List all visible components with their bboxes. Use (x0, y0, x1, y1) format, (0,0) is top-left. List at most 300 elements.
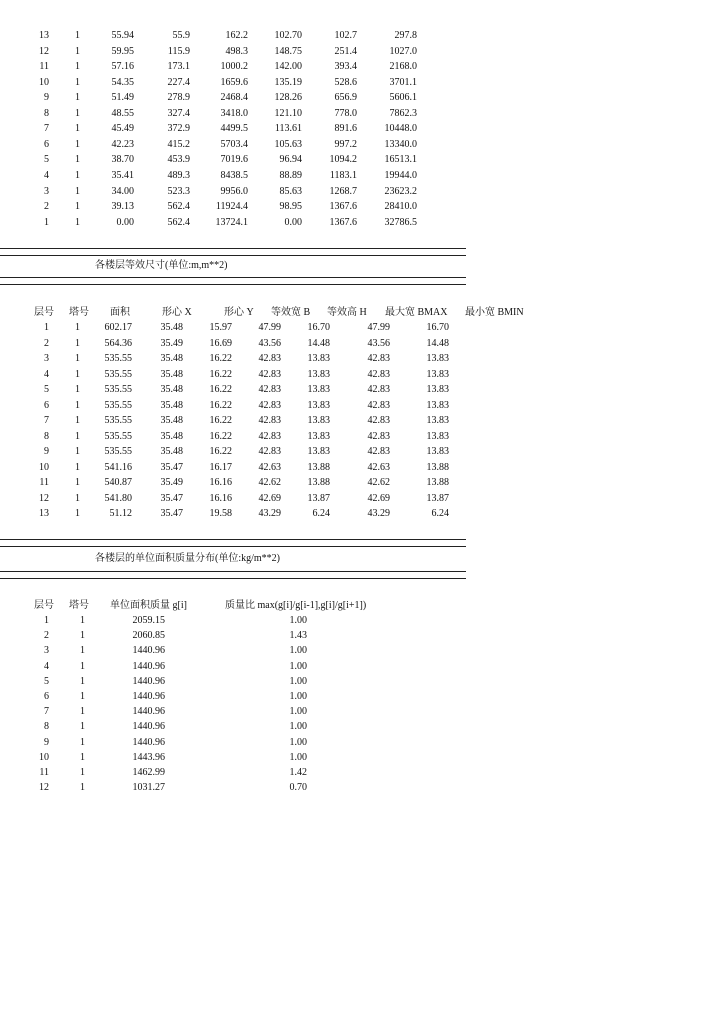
table-cell: 1 (75, 216, 80, 228)
table-cell: 2 (44, 337, 49, 349)
table-row (0, 704, 724, 719)
table-cell: 14.48 (307, 337, 330, 349)
table-cell: 32786.5 (384, 216, 417, 228)
table-cell: 105.63 (274, 138, 302, 150)
table-cell: 7 (44, 706, 49, 718)
table-cell: 1.00 (289, 615, 307, 626)
table-cell: 59.95 (111, 45, 134, 57)
table-cell: 14.48 (426, 337, 449, 349)
table-cell: 128.26 (274, 92, 302, 104)
table-cell: 42.83 (367, 415, 390, 426)
table-cell: 1 (75, 477, 80, 488)
table-row (0, 475, 724, 490)
table-cell: 535.55 (104, 368, 132, 380)
table-cell: 1440.96 (132, 736, 165, 748)
table-cell: 162.2 (225, 30, 248, 41)
table-cell: 113.61 (274, 123, 302, 135)
table-cell: 278.9 (167, 92, 190, 104)
table-cell: 35.48 (160, 399, 183, 411)
table-row (0, 199, 724, 214)
table-row (0, 152, 724, 167)
table-cell: 5 (44, 675, 49, 687)
table-cell: 16.22 (209, 368, 232, 380)
table-cell: 1031.27 (132, 782, 165, 794)
table-cell: 1443.96 (132, 751, 165, 763)
table-cell: 489.3 (167, 169, 190, 181)
table-row (0, 491, 724, 506)
table-cell: 891.6 (334, 123, 357, 135)
table-row (0, 444, 724, 459)
table-cell: 16.22 (209, 430, 232, 442)
table-cell: 1462.99 (132, 767, 165, 778)
table-row (0, 90, 724, 105)
table-cell: 1 (80, 751, 85, 763)
table-cell: 35.48 (160, 353, 183, 364)
table-cell: 42.83 (258, 430, 281, 442)
column-header: 形心 X (162, 307, 192, 318)
table-cell: 8 (44, 430, 49, 442)
table-cell: 1 (75, 76, 80, 88)
table-cell: 42.83 (367, 353, 390, 364)
table-cell: 13.88 (426, 461, 449, 473)
table-cell: 4 (44, 368, 49, 380)
table-cell: 42.83 (258, 446, 281, 457)
table-row (0, 168, 724, 183)
table-cell: 541.80 (104, 492, 132, 504)
table-cell: 16.69 (209, 337, 232, 349)
table-cell: 1659.6 (220, 76, 248, 88)
table-cell: 1 (80, 645, 85, 657)
table-cell: 35.48 (160, 430, 183, 442)
table-cell: 42.62 (367, 477, 390, 488)
table-row (0, 643, 724, 658)
separator-line (0, 539, 466, 547)
table-row (0, 367, 724, 382)
table-cell: 10448.0 (384, 123, 417, 135)
table-cell: 13.83 (426, 368, 449, 380)
separator-line (0, 571, 466, 579)
table-cell: 13.83 (307, 399, 330, 411)
column-header: 层号 (34, 307, 54, 318)
table-cell: 997.2 (334, 138, 357, 150)
table-row (0, 689, 724, 704)
table-cell: 393.4 (334, 61, 357, 73)
table-cell: 4 (44, 169, 49, 181)
table-cell: 1.00 (289, 721, 307, 733)
table-row (0, 351, 724, 366)
table-cell: 3701.1 (389, 76, 417, 88)
table-cell: 564.36 (104, 337, 132, 349)
table-cell: 13.83 (426, 353, 449, 364)
table-cell: 42.62 (258, 477, 281, 488)
table-row (0, 398, 724, 413)
table-cell: 3418.0 (220, 107, 248, 119)
table-cell: 1 (75, 107, 80, 119)
table-cell: 10 (39, 461, 49, 473)
table-cell: 42.83 (258, 384, 281, 395)
table-cell: 35.41 (111, 169, 134, 181)
table-cell: 1 (80, 706, 85, 718)
table-cell: 778.0 (334, 107, 357, 119)
table-cell: 1 (75, 353, 80, 364)
table-cell: 1 (80, 615, 85, 626)
column-header: 塔号 (69, 600, 89, 611)
table-cell: 1 (44, 615, 49, 626)
table-cell: 43.29 (367, 508, 390, 519)
table-cell: 5703.4 (220, 138, 248, 150)
table-cell: 55.94 (111, 30, 134, 41)
table-row (0, 184, 724, 199)
table-cell: 1 (75, 461, 80, 473)
table-cell: 13.83 (307, 415, 330, 426)
table-cell: 42.83 (258, 368, 281, 380)
table-cell: 13.83 (426, 399, 449, 411)
table-row (0, 613, 724, 628)
table-cell: 9 (44, 736, 49, 748)
table-cell: 54.35 (111, 76, 134, 88)
table-cell: 1 (75, 446, 80, 457)
table-cell: 7 (44, 415, 49, 426)
table-cell: 35.48 (160, 415, 183, 426)
table-row (0, 780, 724, 795)
table-cell: 1.00 (289, 675, 307, 687)
table-cell: 1 (80, 630, 85, 642)
table-row (0, 75, 724, 90)
table-cell: 1367.6 (329, 216, 357, 228)
table-cell: 13.83 (307, 353, 330, 364)
table-cell: 42.69 (367, 492, 390, 504)
table-cell: 1.00 (289, 645, 307, 657)
table-cell: 35.48 (160, 384, 183, 395)
table-cell: 656.9 (334, 92, 357, 104)
table-cell: 13.87 (307, 492, 330, 504)
table-cell: 6.24 (431, 508, 449, 519)
table-cell: 13.88 (426, 477, 449, 488)
table-cell: 19.58 (209, 508, 232, 519)
table-cell: 47.99 (367, 322, 390, 333)
table-cell: 1 (80, 691, 85, 702)
table-cell: 42.23 (111, 138, 134, 150)
table-cell: 13724.1 (215, 216, 248, 228)
table-cell: 1 (75, 508, 80, 519)
table-cell: 1367.6 (329, 201, 357, 213)
table-cell: 13.83 (307, 430, 330, 442)
table-cell: 96.94 (279, 154, 302, 166)
table-cell: 98.95 (279, 201, 302, 213)
table-cell: 1 (75, 30, 80, 41)
table-cell: 9956.0 (220, 185, 248, 197)
table-cell: 42.83 (367, 430, 390, 442)
separator-line (0, 248, 466, 256)
table-cell: 415.2 (167, 138, 190, 150)
table-cell: 1 (44, 322, 49, 333)
column-header: 质量比 max(g[i]/g[i-1],g[i]/g[i+1]) (225, 600, 367, 611)
table-cell: 1 (80, 736, 85, 748)
table-cell: 1 (44, 216, 49, 228)
table-cell: 1000.2 (220, 61, 248, 73)
table-cell: 1 (75, 415, 80, 426)
table-cell: 47.99 (258, 322, 281, 333)
table-cell: 562.4 (167, 201, 190, 213)
table-cell: 1 (75, 430, 80, 442)
table-cell: 372.9 (167, 123, 190, 135)
table-row (0, 750, 724, 765)
table-cell: 13.83 (307, 446, 330, 457)
table-cell: 1 (75, 368, 80, 380)
table-row (0, 719, 724, 734)
table-cell: 523.3 (167, 185, 190, 197)
table-cell: 1 (80, 721, 85, 733)
table-cell: 11 (39, 477, 49, 488)
table-cell: 12 (39, 782, 49, 794)
table-cell: 535.55 (104, 384, 132, 395)
table-cell: 2 (44, 201, 49, 213)
table-cell: 42.69 (258, 492, 281, 504)
table-cell: 4 (44, 660, 49, 672)
table-cell: 2468.4 (220, 92, 248, 104)
table-cell: 0.00 (116, 216, 134, 228)
column-header: 塔号 (69, 307, 89, 318)
table-cell: 42.83 (258, 353, 281, 364)
table-row (0, 320, 724, 335)
column-header: 最小宽 BMIN (465, 307, 524, 318)
table-cell: 88.89 (279, 169, 302, 181)
table-cell: 35.48 (160, 322, 183, 333)
table-cell: 1 (80, 660, 85, 672)
table-row (0, 429, 724, 444)
table-cell: 42.83 (258, 415, 281, 426)
table-cell: 16.70 (426, 322, 449, 333)
table-row (0, 382, 724, 397)
table-cell: 1.00 (289, 691, 307, 702)
table-row (0, 735, 724, 750)
table-cell: 1440.96 (132, 706, 165, 718)
table-cell: 227.4 (167, 76, 190, 88)
table-cell: 8438.5 (220, 169, 248, 181)
table-row (0, 44, 724, 59)
table-cell: 12 (39, 492, 49, 504)
table-cell: 11924.4 (215, 201, 248, 213)
table-cell: 13.83 (307, 368, 330, 380)
table-cell: 13 (39, 508, 49, 519)
table-cell: 51.49 (111, 92, 134, 104)
table-cell: 28410.0 (384, 201, 417, 213)
table-cell: 9 (44, 446, 49, 457)
table-cell: 1.00 (289, 660, 307, 672)
table-cell: 42.83 (367, 399, 390, 411)
table-cell: 13.83 (307, 384, 330, 395)
table-cell: 115.9 (167, 45, 190, 57)
table-row (0, 59, 724, 74)
table-cell: 0.00 (284, 216, 302, 228)
table-cell: 34.00 (111, 185, 134, 197)
table-cell: 102.70 (274, 30, 302, 41)
table-cell: 1440.96 (132, 691, 165, 702)
table-cell: 1094.2 (329, 154, 357, 166)
table-cell: 1440.96 (132, 721, 165, 733)
column-header: 等效宽 B (271, 307, 311, 318)
table-row (0, 506, 724, 521)
table-row (0, 137, 724, 152)
table-cell: 1183.1 (329, 169, 357, 181)
table-cell: 1 (75, 138, 80, 150)
table-cell: 251.4 (334, 45, 357, 57)
table-cell: 13.83 (426, 384, 449, 395)
table-cell: 16.16 (209, 492, 232, 504)
table-cell: 1 (75, 492, 80, 504)
table-cell: 142.00 (274, 61, 302, 73)
table-cell: 42.63 (258, 461, 281, 473)
table-cell: 16.70 (307, 322, 330, 333)
table-cell: 3 (44, 185, 49, 197)
table-cell: 1 (80, 767, 85, 778)
table-row (0, 659, 724, 674)
table-cell: 13 (39, 30, 49, 41)
table-cell: 1 (75, 45, 80, 57)
table-cell: 45.49 (111, 123, 134, 135)
table-row (0, 674, 724, 689)
table-cell: 16.17 (209, 461, 232, 473)
table-cell: 1 (75, 399, 80, 411)
table-cell: 3 (44, 645, 49, 657)
table-cell: 1 (75, 123, 80, 135)
table-cell: 11 (39, 767, 49, 778)
table-cell: 297.8 (394, 30, 417, 41)
table-cell: 327.4 (167, 107, 190, 119)
table-cell: 42.83 (367, 384, 390, 395)
table-cell: 16.22 (209, 415, 232, 426)
table-cell: 35.48 (160, 446, 183, 457)
table-cell: 11 (39, 61, 49, 73)
table-cell: 1027.0 (389, 45, 417, 57)
table-cell: 15.97 (209, 322, 232, 333)
table-cell: 10 (39, 751, 49, 763)
table-cell: 535.55 (104, 430, 132, 442)
table-cell: 453.9 (167, 154, 190, 166)
table-cell: 42.83 (258, 399, 281, 411)
table-cell: 16513.1 (384, 154, 417, 166)
table-row (0, 628, 724, 643)
table-cell: 35.49 (160, 477, 183, 488)
table-cell: 2060.85 (132, 630, 165, 642)
table-row (0, 413, 724, 428)
table-cell: 1 (75, 154, 80, 166)
table-cell: 13340.0 (384, 138, 417, 150)
table-cell: 6 (44, 691, 49, 702)
table-cell: 541.16 (104, 461, 132, 473)
table-cell: 4499.5 (220, 123, 248, 135)
table-cell: 5 (44, 154, 49, 166)
table-cell: 57.16 (111, 61, 134, 73)
table-cell: 9 (44, 92, 49, 104)
table-cell: 3 (44, 353, 49, 364)
table-cell: 43.56 (258, 337, 281, 349)
table-cell: 0.70 (289, 782, 307, 794)
table-cell: 1 (75, 169, 80, 181)
section2-title: 各楼层等效尺寸(单位:m,m**2) (95, 260, 228, 271)
table-cell: 8 (44, 721, 49, 733)
table-cell: 1 (80, 782, 85, 794)
table-cell: 35.48 (160, 368, 183, 380)
table-cell: 38.70 (111, 154, 134, 166)
table-cell: 6 (44, 399, 49, 411)
table-cell: 39.13 (111, 201, 134, 213)
table-cell: 1 (80, 675, 85, 687)
table-cell: 43.56 (367, 337, 390, 349)
table-cell: 7019.6 (220, 154, 248, 166)
table-row (0, 765, 724, 780)
section3-title: 各楼层的单位面积质量分布(单位:kg/m**2) (95, 553, 280, 564)
separator-line (0, 277, 466, 285)
table-cell: 1 (75, 322, 80, 333)
table-cell: 13.83 (426, 430, 449, 442)
table-cell: 35.47 (160, 508, 183, 519)
table-cell: 16.16 (209, 477, 232, 488)
table-cell: 1 (75, 384, 80, 395)
table-cell: 10 (39, 76, 49, 88)
table-cell: 1.00 (289, 706, 307, 718)
table-cell: 173.1 (167, 61, 190, 73)
table-cell: 42.83 (367, 368, 390, 380)
table-cell: 540.87 (104, 477, 132, 488)
table-cell: 135.19 (274, 76, 302, 88)
table-cell: 1 (75, 337, 80, 349)
table-cell: 16.22 (209, 446, 232, 457)
table-cell: 1 (75, 185, 80, 197)
table-cell: 7862.3 (389, 107, 417, 119)
table-cell: 16.22 (209, 384, 232, 395)
table-cell: 2168.0 (389, 61, 417, 73)
table-cell: 1.42 (289, 767, 307, 778)
table-cell: 1 (75, 61, 80, 73)
table-cell: 16.22 (209, 399, 232, 411)
table-cell: 42.63 (367, 461, 390, 473)
column-header: 等效高 H (327, 307, 367, 318)
table-cell: 148.75 (274, 45, 302, 57)
table-cell: 1.00 (289, 751, 307, 763)
table-row (0, 28, 724, 43)
table-cell: 535.55 (104, 353, 132, 364)
table-cell: 2059.15 (132, 615, 165, 626)
table-cell: 8 (44, 107, 49, 119)
column-header: 最大宽 BMAX (385, 307, 448, 318)
table-cell: 35.47 (160, 492, 183, 504)
table-cell: 35.49 (160, 337, 183, 349)
table-cell: 1 (75, 92, 80, 104)
table-cell: 562.4 (167, 216, 190, 228)
table-cell: 5606.1 (389, 92, 417, 104)
table-cell: 13.87 (426, 492, 449, 504)
table-cell: 7 (44, 123, 49, 135)
table-cell: 121.10 (274, 107, 302, 119)
table-cell: 6 (44, 138, 49, 150)
table-cell: 602.17 (104, 322, 132, 333)
table-header-row (0, 598, 724, 613)
table-cell: 535.55 (104, 415, 132, 426)
table-cell: 6.24 (312, 508, 330, 519)
table-cell: 1440.96 (132, 675, 165, 687)
column-header: 层号 (34, 600, 54, 611)
table-header-row (0, 305, 724, 320)
table-cell: 55.9 (172, 30, 190, 41)
table-cell: 35.47 (160, 461, 183, 473)
table-cell: 535.55 (104, 446, 132, 457)
table-cell: 1268.7 (329, 185, 357, 197)
table-cell: 528.6 (334, 76, 357, 88)
table-cell: 13.88 (307, 477, 330, 488)
table-cell: 1440.96 (132, 645, 165, 657)
table-cell: 2 (44, 630, 49, 642)
